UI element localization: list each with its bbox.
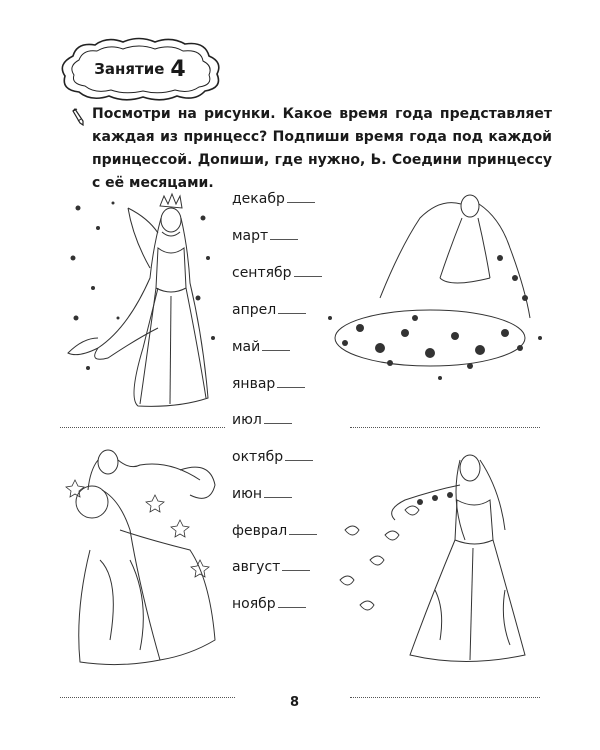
month-blank[interactable] (277, 387, 305, 388)
spring-princess-illustration (320, 188, 550, 413)
month-blank[interactable] (289, 534, 317, 535)
month-label: декабр (232, 191, 285, 207)
winter-princess-illustration (58, 188, 218, 413)
lesson-header (55, 36, 225, 102)
month-blank[interactable] (278, 313, 306, 314)
lesson-number: 4 (170, 56, 186, 82)
month-label: январ (232, 376, 276, 392)
season-answer-line-3[interactable] (60, 697, 235, 698)
month-item (232, 515, 342, 539)
summer-princess-illustration (60, 440, 225, 670)
month-blank[interactable] (282, 570, 310, 571)
month-label: май (232, 339, 261, 355)
month-blank[interactable] (262, 350, 290, 351)
month-blank[interactable] (278, 607, 306, 608)
lesson-word: Занятие (94, 60, 165, 78)
month-item (232, 220, 342, 244)
month-label: март (232, 228, 269, 244)
pencil-icon (72, 108, 86, 126)
page-number: 8 (290, 695, 300, 710)
month-item (232, 257, 342, 281)
month-label: июн (232, 486, 263, 502)
month-item (232, 441, 342, 465)
month-label: июл (232, 412, 262, 428)
autumn-princess-illustration (325, 440, 545, 670)
month-item (232, 551, 342, 575)
month-blank[interactable] (287, 202, 315, 203)
month-item (232, 404, 342, 428)
month-item (232, 588, 342, 612)
season-answer-line-4[interactable] (350, 697, 540, 698)
season-answer-line-1[interactable] (60, 427, 225, 428)
season-answer-line-2[interactable] (350, 427, 540, 428)
month-label: август (232, 559, 281, 575)
month-blank[interactable] (270, 239, 298, 240)
month-blank[interactable] (264, 497, 292, 498)
month-item (232, 183, 342, 207)
month-item (232, 294, 342, 318)
month-item (232, 331, 342, 355)
month-blank[interactable] (285, 460, 313, 461)
month-item (232, 368, 342, 392)
month-label: октябр (232, 449, 284, 465)
month-label: ноябр (232, 596, 276, 612)
month-label: сентябр (232, 265, 292, 281)
month-label: апрел (232, 302, 277, 318)
month-item (232, 478, 342, 502)
task-instructions: Посмотри на рисунки. Какое время года представляет каждая из принцесс? Подпиши время года под каждой принцессой. Допиши, где нужно, Ь. Соедини принцессу с её месяцами. (92, 106, 552, 191)
month-blank[interactable] (264, 423, 292, 424)
month-label: феврал (232, 523, 288, 539)
month-blank[interactable] (294, 276, 322, 277)
